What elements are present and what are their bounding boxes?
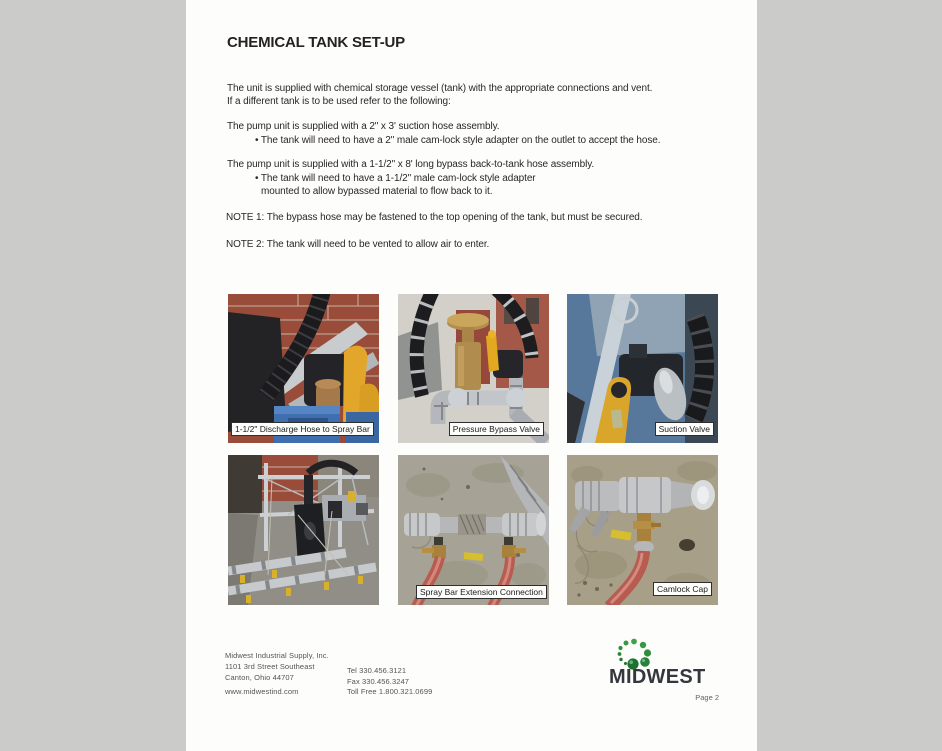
intro-line-1: The unit is supplied with chemical storage vessel (tank) with the appropriate connections and vent. [227,83,653,94]
photo-caption: 1-1/2" Discharge Hose to Spray Bar [231,422,374,436]
suction-valve-photo-image [567,294,718,443]
logo-wordmark: MIDWEST [609,666,706,688]
photo-spray-bar-assembly [228,455,379,605]
footer-fax: Fax 330.456.3247 [347,677,410,686]
photo-caption: Spray Bar Extension Connection [416,585,547,599]
discharge-hose-photo-image [228,294,379,443]
photo-caption: Suction Valve [655,422,714,436]
photo-grid [228,294,718,605]
footer-phone: Tel 330.456.3121 [347,666,407,675]
footer-toll-free: Toll Free 1.800.321.0699 [347,687,433,696]
photo-discharge-hose [228,294,379,443]
page-title: CHEMICAL TANK SET-UP [227,34,405,51]
footer-company-name: Midwest Industrial Supply, Inc. [225,651,329,660]
pressure-bypass-valve-photo-image [398,294,549,443]
photo-caption: Pressure Bypass Valve [449,422,544,436]
spray-bar-extension-photo-image [398,455,549,605]
photo-suction-valve [567,294,718,443]
note-1: NOTE 1: The bypass hose may be fastened to the top opening of the tank, but must be secured. [226,212,643,223]
midwest-logo [606,638,719,704]
page-number: Page 2 [695,693,719,702]
bypass-hose-bullet-continued: mounted to allow bypassed material to flow back to it. [261,186,493,197]
photo-camlock-cap [567,455,718,605]
bypass-hose-bullet: • The tank will need to have a 1-1/2" male cam-lock style adapter [255,173,536,184]
photo-spray-bar-extension [398,455,549,605]
footer-address-line-1: 1101 3rd Street Southeast [225,662,315,671]
suction-hose-lead: The pump unit is supplied with a 2" x 3' suction hose assembly. [227,121,500,132]
footer-website: www.midwestind.com [225,687,299,696]
spray-bar-assembly-photo-image [228,455,379,605]
document-page [186,0,757,751]
footer-address-line-2: Canton, Ohio 44707 [225,673,294,682]
bypass-hose-lead: The pump unit is supplied with a 1-1/2" x 8' long bypass back-to-tank hose assembly. [227,159,595,170]
note-2: NOTE 2: The tank will need to be vented to allow air to enter. [226,239,490,250]
photo-caption: Camlock Cap [653,582,712,596]
suction-hose-bullet: • The tank will need to have a 2" male cam-lock style adapter on the outlet to accept the hose. [255,135,661,146]
photo-pressure-bypass-valve [398,294,549,443]
intro-line-2: If a different tank is to be used refer to the following: [227,96,451,107]
